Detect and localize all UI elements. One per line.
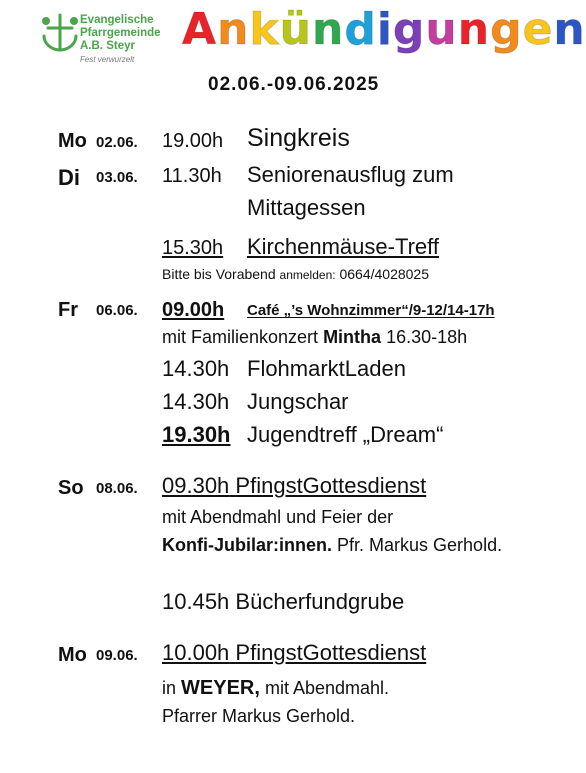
line-rest: Pfr. Markus Gerhold. [337,535,503,555]
title-letter: e [522,4,554,55]
title-letter: n [553,4,586,55]
entry-line [162,677,389,700]
line-prefix: mit Familienkonzert [162,327,319,347]
entry-time: 11.30h [162,165,222,187]
entry-event: FlohmarktLaden [247,356,406,381]
entry-time-event [162,473,426,499]
note-phone: 0664/4028025 [339,266,430,282]
entry-date: 09.06. [96,647,138,664]
title-letter: d [344,4,377,55]
line-suffix: mit Abendmahl. [264,678,390,698]
page-title [182,4,586,55]
logo-text [80,14,161,53]
title-letter: k [249,4,280,55]
entry-time: 10.00h [162,640,230,665]
logo-line-2: Pfarrgemeinde [80,27,161,39]
title-letter: g [490,4,523,55]
entry-time: 19.00h [162,130,224,152]
title-letter: u [425,4,458,55]
entry-line: Pfarrer Markus Gerhold. [162,706,356,726]
entry-date: 06.06. [96,302,138,319]
entry-event-cont: Mittagessen [247,195,366,220]
entry-event: Bücherfundgrube [235,589,405,614]
entry-line [162,535,502,556]
entry-line: mit Abendmahl und Feier der [162,507,394,527]
title-letter: i [376,4,393,55]
entry-event: Café „’s Wohnzimmer“/9-12/14-17h [247,302,495,319]
title-letter: g [392,4,426,55]
title-letter: n [311,4,345,55]
entry-date: 02.06. [96,134,138,151]
note-mid: anmelden: [279,268,336,282]
entry-time-event [162,640,426,666]
entry-time: 19.30h [162,422,231,447]
entry-time: 14.30h [162,389,230,414]
title-letter: n [217,4,250,55]
date-range: 02.06.-09.06.2025 [208,74,380,95]
entry-date: 08.06. [96,480,138,497]
line-bold: Mintha [323,327,382,347]
line-prefix: in [162,678,177,698]
entry-time: 09.30h [162,473,230,498]
title-letter: ü [279,4,312,55]
entry-time: 15.30h [162,237,224,259]
logo-tagline: Fest verwurzelt [80,55,135,64]
line-suffix: 16.30-18h [386,327,468,347]
entry-time: 10.45h [162,589,230,614]
entry-event: Singkreis [247,124,350,152]
entry-date: 03.06. [96,169,138,186]
entry-day: Mo [58,644,87,666]
entry-event: Jungschar [247,389,349,414]
entry-day: Di [58,165,80,190]
entry-line [162,327,467,348]
title-letter: A [182,4,218,55]
church-logo-icon [40,12,80,54]
entry-day: Mo [58,130,87,152]
line-bold: WEYER, [181,677,260,699]
entry-event: Seniorenausflug zum [247,162,454,187]
entry-event: PfingstGottesdienst [235,640,427,665]
entry-event: Jugendtreff „Dream“ [247,422,444,447]
line-bold: Konfi-Jubilar:innen. [162,535,332,555]
entry-note [162,266,429,282]
entry-event: Kirchenmäuse-Treff [247,234,439,259]
entry-event: PfingstGottesdienst [235,473,427,498]
entry-day: So [58,477,84,499]
logo-line-1: Evangelische [80,14,154,26]
title-letter: n [457,4,491,55]
entry-time: 14.30h [162,356,230,381]
logo-line-3: A.B. Steyr [80,40,135,52]
entry-time-event [162,589,404,615]
note-prefix: Bitte bis Vorabend [162,266,276,282]
entry-time: 09.00h [162,299,225,321]
entry-day: Fr [58,299,78,321]
